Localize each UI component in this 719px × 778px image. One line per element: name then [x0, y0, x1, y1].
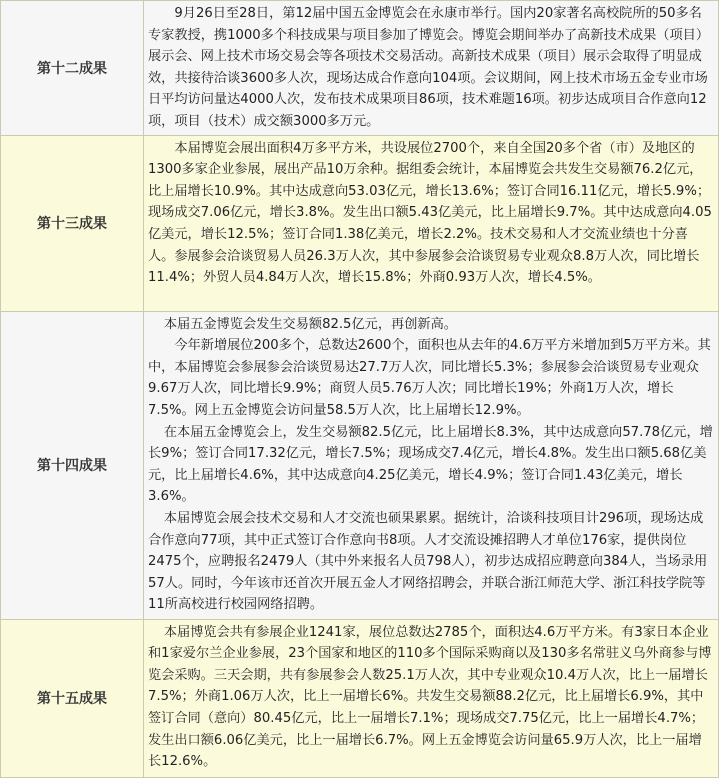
- row-content: [144, 311, 719, 619]
- paragraph: 9月26日至28日，第12届中国五金博览会在永康市举行。国内20家著名高校院所的50多名专家教授，携1000多个科技成果与项目参加了博览会。博览会期间举办了高新技术成果（项目）展示会、网上技术市场交易会等各项技术交易活动。高新技术成果（项目）展示会取得了明显成效，共接待洽谈3600多人次，现场达成合作意向104项。会议期间，网上技术市场五金专业市场日平均访问量达4000人次，发布技术成果项目86项，技术难题16项。初步达成项目合作意向12项，项目（技术）成交额3000多万元。: [148, 6, 710, 129]
- table-row: [1, 619, 719, 777]
- paragraph: 本届五金博览会发生交易额82.5亿元，再创新高。: [163, 316, 457, 332]
- paragraph: 本届博览会展会技术交易和人才交流也硕果累累。据统计，洽谈科技项目计296项，现场达成合作意向77项，其中正式签订合作意向书8项。人才交流设摊招聘人才单位176家，提供岗位2475个，应聘报名2479人（其中外来报名人员798人），初步达成招应聘意向384人，当场录用57人。同时，今年该市还首次开展五金人才网络招聘会，并联合浙江师范大学、浙江科技学院等11所高校进行校园网络招聘。: [148, 510, 708, 613]
- paragraph: 本届博览会共有参展企业1241家，展位总数达2785个，面积达4.6万平方米。有3家日本企业和1家爱尔兰企业参展，23个国家和地区的110多个国际采购商以及130多名常驻义乌外商参与博览会采购。三天会期，共有参展参会人数25.1万人次，其中专业观众10.4万人次，比上一届增长7.5%；外商1.06万人次，比上一届增长6%。共发生交易额88.2亿元，比上届增长6.9%，其中签订合同（意向）80.45亿元，比上一届增长7.1%；现场成交7.75亿元，比上一届增长4.7%；发生出口额6.06亿美元，比上一届增长6.7%。网上五金博览会访问量65.9万人次，比上一届增长12.6%。: [148, 624, 712, 770]
- row-heading: 第十四成果: [1, 311, 144, 619]
- paragraph: 本届博览会展出面积4万多平方米，共设展位2700个，来自全国20多个省（市）及地区的1300多家企业参展，展出产品10万余种。据组委会统计，本届博览会共发生交易额76.2亿元，比上届增长10.9%。其中达成意向53.03亿元，增长13.6%；签订合同16.11亿元，增长5.9%；现场成交7.06亿元，增长3.8%。发生出口额5.43亿美元，比上届增长9.7%。其中达成意向4.05亿美元，增长12.5%；签订合同1.38亿美元，增长2.2%。技术交易和人才交流业绩也十分喜人。参展参会洽谈贸易人员26.3万人次，其中参展参会洽谈贸易专业观众8.8万人次，同比增长11.4%；外贸人员4.84万人次，增长15.8%；外商0.93万人次，增长4.5%。: [148, 140, 712, 286]
- row-heading: 第十五成果: [1, 619, 144, 777]
- row-content: [144, 135, 719, 311]
- paragraph: 今年新增展位200多个，总数达2600个，面积也从去年的4.6万平方米增加到5万平方米。其中，本届博览会参展参会洽谈贸易达27.7万人次，同比增长5.3%；参展参会洽谈贸易专业观众9.67万人次，同比增长9.9%；商贸人员5.76万人次；同比增长19%；外商1万人次，增长7.5%。网上五金博览会访问量58.5万人次，比上届增长12.9%。: [148, 338, 711, 418]
- paragraph: 在本届五金博览会上，发生交易额82.5亿元，比上届增长8.3%，其中达成意向57.78亿元，增长9%；签订合同17.32亿元，增长7.5%；现场成交7.4亿元，增长4.8%。发生出口额5.68亿美元，比上届增长4.6%，其中达成意向4.25亿美元，增长4.9%；签订合同1.43亿美元，增长3.6%。: [148, 424, 713, 505]
- table-row: [1, 1, 719, 136]
- row-heading: 第十三成果: [1, 135, 144, 311]
- table-row: [1, 135, 719, 311]
- table-row: [1, 311, 719, 619]
- row-content: [144, 619, 719, 777]
- row-content: [144, 1, 719, 136]
- row-heading: 第十二成果: [1, 1, 144, 136]
